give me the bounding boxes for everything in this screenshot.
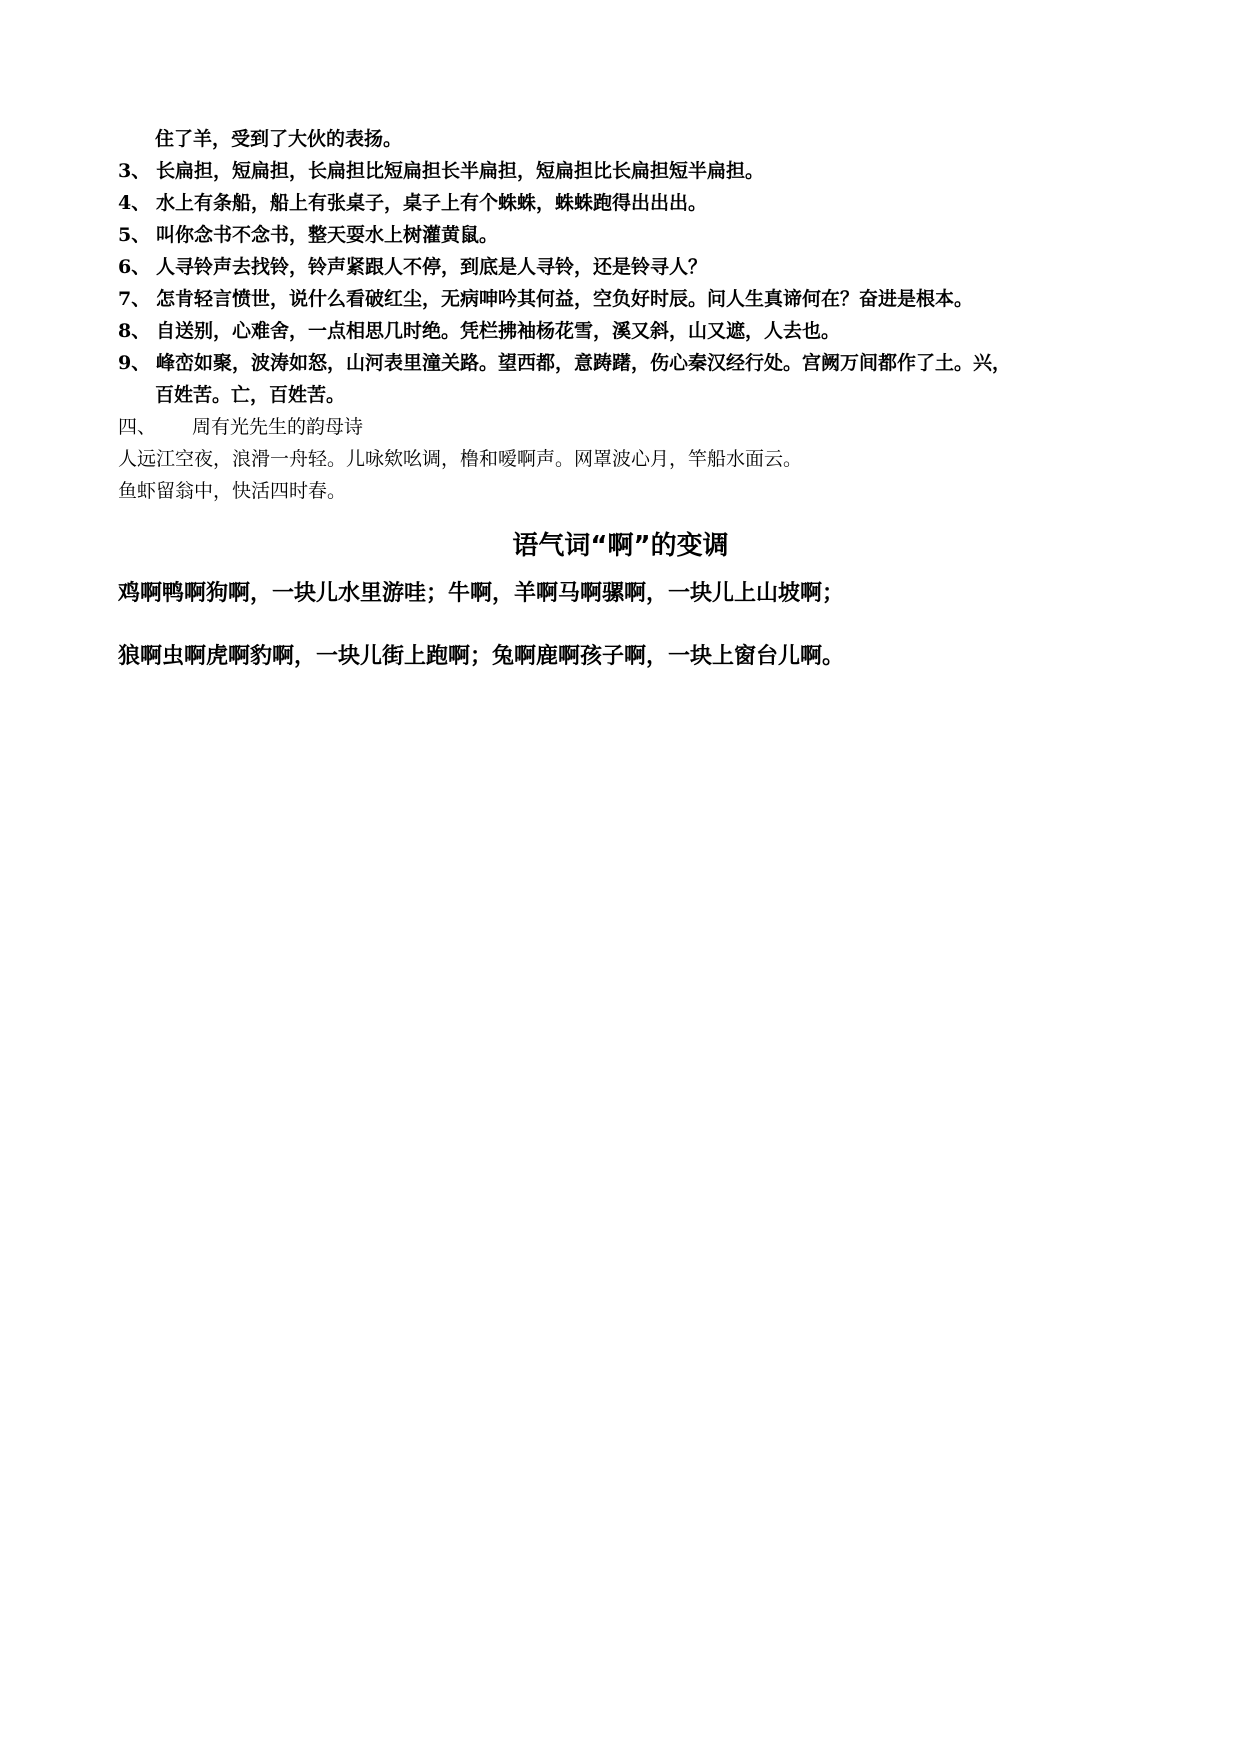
section-number: 四、 (118, 416, 157, 438)
continuation-text: 住了羊，受到了大伙的表扬。 (155, 128, 403, 150)
item-text: 怎肯轻言愤世，说什么看破红尘，无病呻吟其何益，空负好时辰。问人生真谛何在？奋进是根本。 (156, 288, 974, 310)
poem-line (118, 445, 802, 473)
list-item-continuation (155, 381, 345, 409)
item-number: 3、 (118, 160, 151, 182)
item-text: 峰峦如聚，波涛如怒，山河表里潼关路。望西都，意踌躇，伤心秦汉经行处。宫阙万间都作了土。兴， (156, 352, 1012, 374)
verse-text: 狼啊虫啊虎啊豹啊，一块儿街上跑啊；兔啊鹿啊孩子啊，一块上窗台儿啊。 (118, 643, 845, 669)
page-title: 语气词“啊”的变调 (512, 531, 729, 561)
item-number: 4、 (118, 192, 151, 214)
poem-line-text: 人远江空夜，浪滑一舟轻。儿咏欸吆调，橹和嗳啊声。网罩波心月，竿船水面云。 (118, 448, 803, 470)
item-number: 6、 (118, 256, 151, 278)
verse-line (118, 577, 844, 609)
item-text: 人寻铃声去找铃，铃声紧跟人不停，到底是人寻铃，还是铃寻人？ (156, 256, 708, 278)
item-number: 5、 (118, 224, 151, 246)
item-continuation-text: 百姓苦。亡，百姓苦。 (155, 384, 346, 406)
item-text: 自送别，心难舍，一点相思几时绝。凭栏拂袖杨花雪，溪又斜，山又遮，人去也。 (156, 320, 841, 342)
section-title: 周有光先生的韵母诗 (192, 416, 364, 438)
poem-line (118, 477, 346, 505)
item-number: 8、 (118, 320, 151, 342)
item-text: 叫你念书不念书，整天耍水上树灌黄鼠。 (156, 224, 499, 246)
verse-text: 鸡啊鸭啊狗啊，一块儿水里游哇；牛啊，羊啊马啊骡啊，一块儿上山坡啊； (118, 580, 845, 606)
item-text: 长扁担，短扁担，长扁担比短扁担长半扁担，短扁担比长扁担短半扁担。 (156, 160, 765, 182)
verse-line (118, 640, 844, 672)
item-number: 9、 (118, 352, 151, 374)
poem-line-text: 鱼虾留翁中，快活四时春。 (118, 480, 347, 502)
item-number: 7、 (118, 288, 151, 310)
item-text: 水上有条船，船上有张桌子，桌子上有个蛛蛛，蛛蛛跑得出出出。 (156, 192, 708, 214)
continuation-line (155, 125, 402, 153)
